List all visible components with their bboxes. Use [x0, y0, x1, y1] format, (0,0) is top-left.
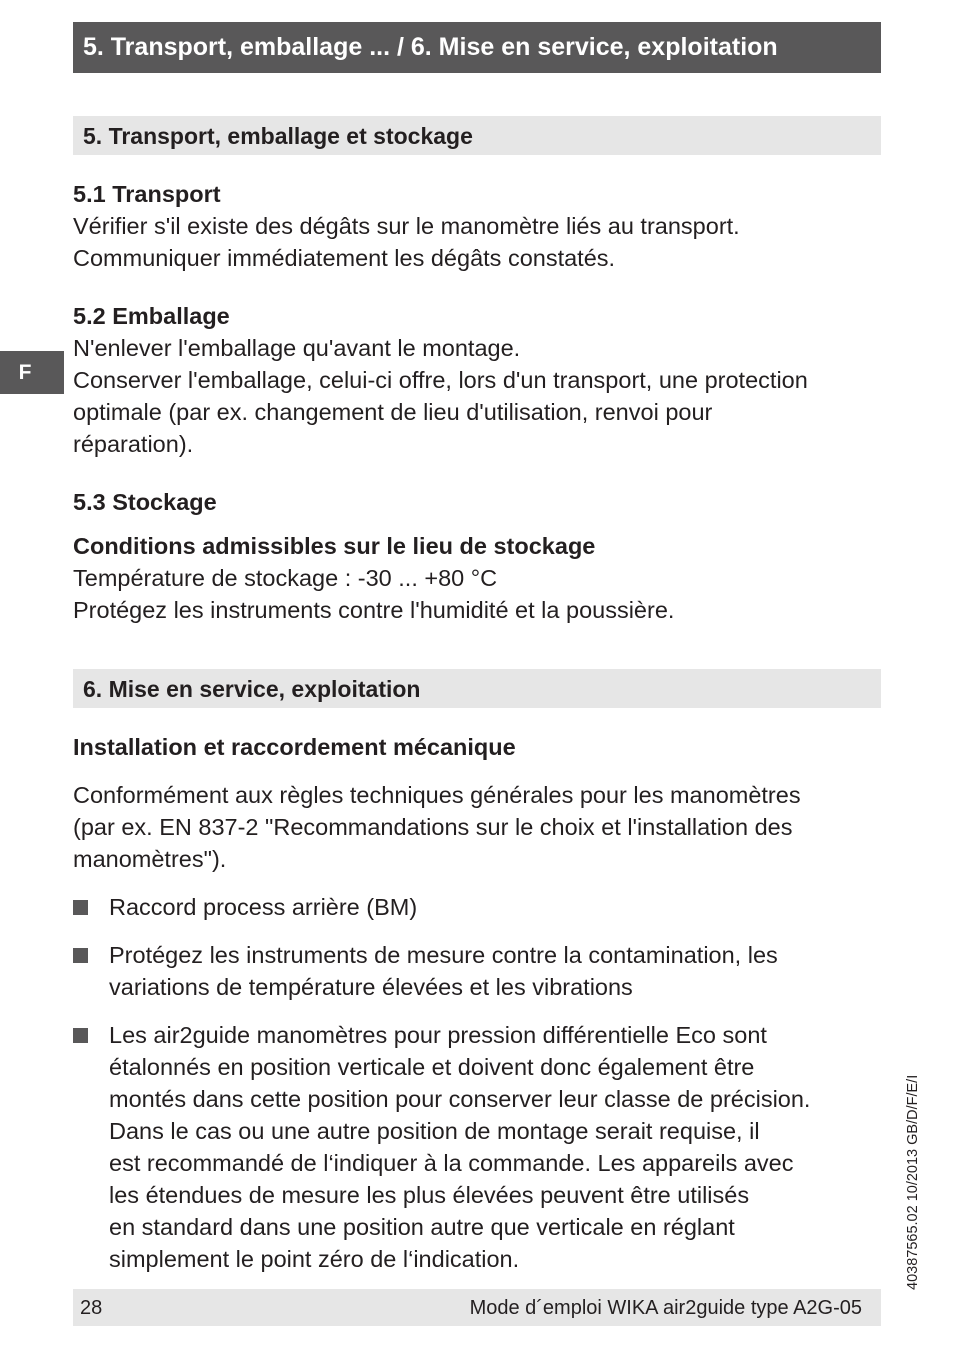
emballage-line: réparation). — [73, 431, 194, 457]
installation-intro-line: manomètres"). — [73, 846, 227, 872]
page-header: 5. Transport, emballage ... / 6. Mise en service, exploitation — [73, 22, 881, 73]
footer-document-title: Mode d´emploi WIKA air2guide type A2G-05 — [469, 1297, 862, 1319]
bullet-item — [73, 1019, 881, 1275]
transport-line: Communiquer immédiatement les dégâts constatés. — [73, 245, 616, 271]
bullet-line: en standard dans une position autre que verticale en réglant — [109, 1214, 735, 1240]
emballage-subsection — [73, 300, 881, 460]
bullet-line: est recommandé de l‘indiquer à la commande. Les appareils avec — [109, 1150, 794, 1176]
transport-line: Vérifier s'il existe des dégâts sur le manomètre liés au transport. — [73, 213, 740, 239]
bullet-line: étalonnés en position verticale et doivent donc également être — [109, 1054, 755, 1080]
bullet-line: les étendues de mesure les plus élevées peuvent être utilisés — [109, 1182, 750, 1208]
page-number: 28 — [80, 1297, 103, 1319]
installation-subsection — [73, 731, 881, 875]
emballage-line: N'enlever l'emballage qu'avant le montage. — [73, 335, 521, 361]
stockage-conditions-heading: Conditions admissibles sur le lieu de stockage — [73, 533, 596, 559]
bullet-item — [73, 939, 881, 1003]
language-tab: F — [0, 351, 64, 394]
bullet-item — [73, 891, 881, 923]
stockage-line: Température de stockage : -30 ... +80 °C — [73, 565, 498, 591]
stockage-line: Protégez les instruments contre l'humidité et la poussière. — [73, 597, 675, 623]
installation-heading: Installation et raccordement mécanique — [73, 734, 516, 760]
emballage-heading: 5.2 Emballage — [73, 303, 230, 329]
stockage-heading: 5.3 Stockage — [73, 489, 217, 515]
bullet-line: montés dans cette position pour conserver leur classe de précision. — [109, 1086, 811, 1112]
bullet-line: Raccord process arrière (BM) — [109, 894, 418, 920]
bullet-line: variations de température élevées et les vibrations — [109, 974, 633, 1000]
bullet-line: simplement le point zéro de l‘indication. — [109, 1246, 520, 1272]
installation-intro-line: (par ex. EN 837-2 "Recommandations sur le choix et l'installation des — [73, 814, 793, 840]
emballage-line: Conserver l'emballage, celui-ci offre, lors d'un transport, une protection — [73, 367, 808, 393]
bullet-square-icon — [73, 1028, 88, 1043]
stockage-subsection — [73, 486, 881, 626]
transport-subsection — [73, 178, 881, 274]
bullet-line: Les air2guide manomètres pour pression différentielle Eco sont — [109, 1022, 767, 1048]
document-code: 40387565.02 10/2013 GB/D/F/E/I — [905, 1074, 921, 1290]
bullet-square-icon — [73, 900, 88, 915]
transport-heading: 5.1 Transport — [73, 181, 221, 207]
section-5-title: 5. Transport, emballage et stockage — [73, 116, 881, 155]
emballage-line: optimale (par ex. changement de lieu d'utilisation, renvoi pour — [73, 399, 713, 425]
bullet-line: Dans le cas ou une autre position de montage serait requise, il — [109, 1118, 760, 1144]
page-footer — [73, 1289, 881, 1326]
bullet-square-icon — [73, 948, 88, 963]
section-6-title: 6. Mise en service, exploitation — [73, 669, 881, 708]
installation-intro-line: Conformément aux règles techniques générales pour les manomètres — [73, 782, 801, 808]
bullet-line: Protégez les instruments de mesure contre la contamination, les — [109, 942, 778, 968]
